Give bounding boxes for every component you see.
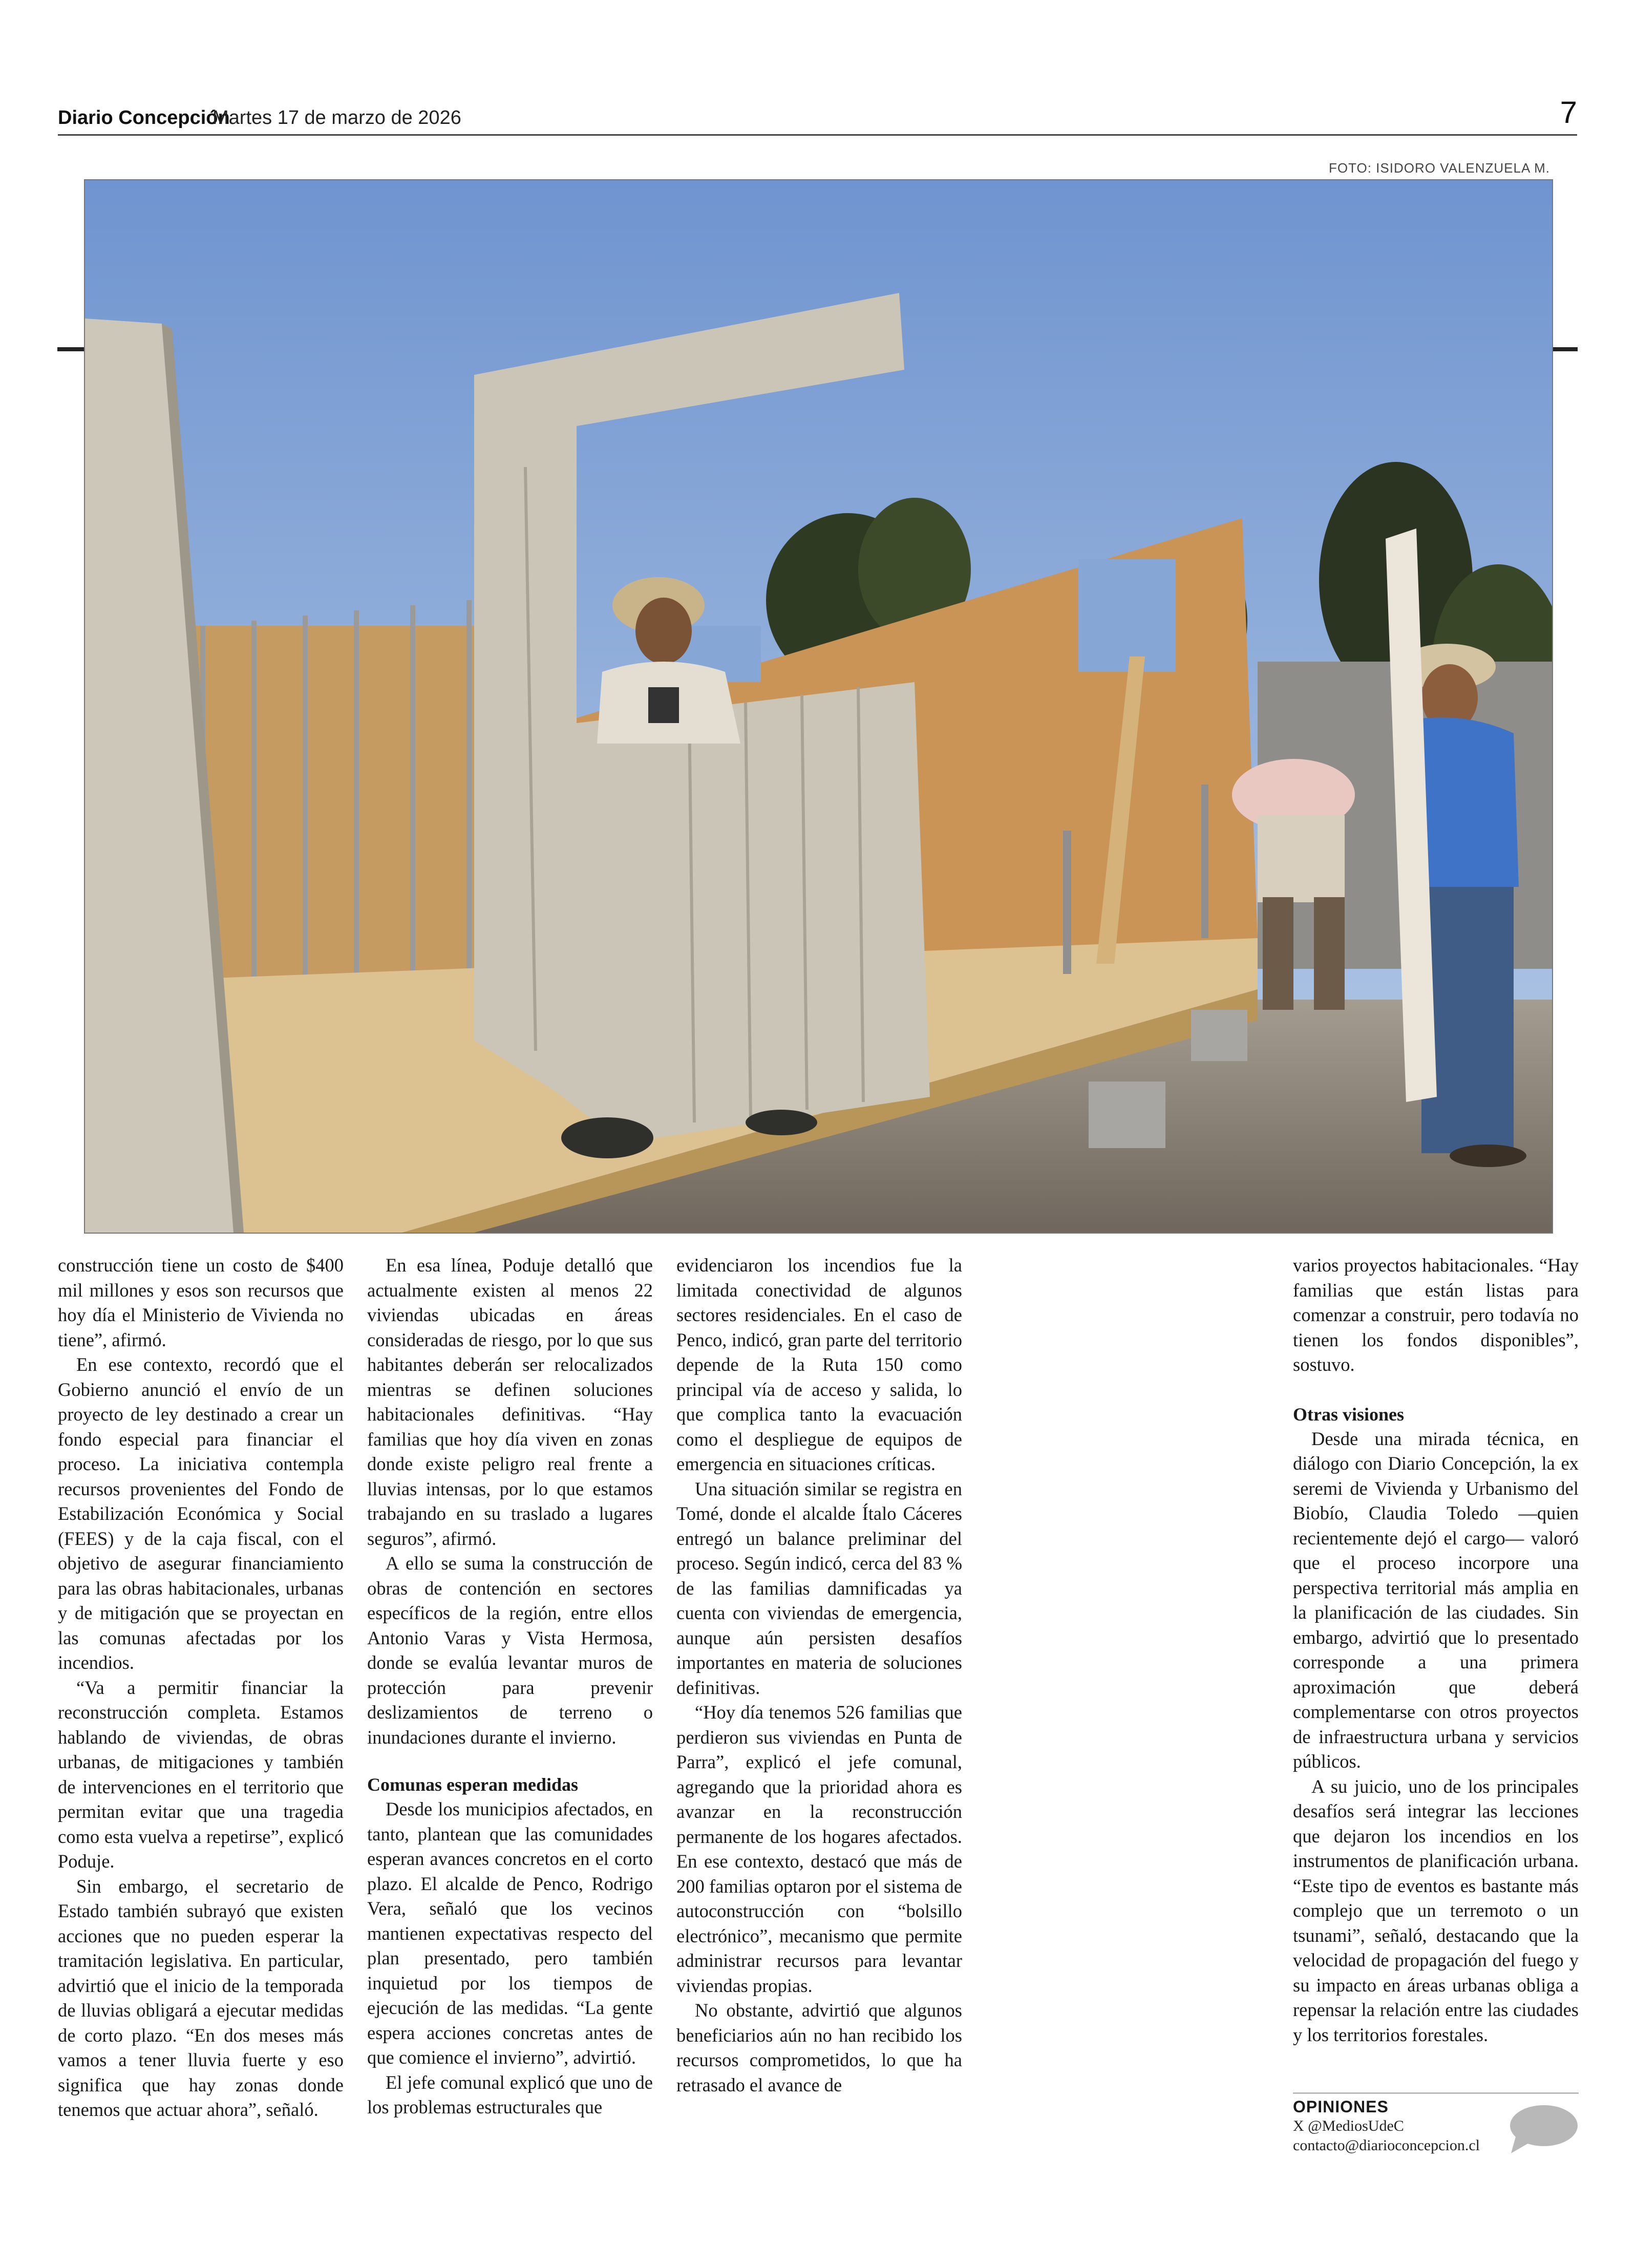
concrete-block: [1191, 1010, 1247, 1061]
newspaper-name: Diario Concepción: [58, 107, 230, 129]
paragraph: “Va a permitir financiar la reconstrucción completa. Estamos hablando de viviendas, de obras urbanas, de mitigaciones y también de intervenciones en el territorio que permitan evitar que una tragedia como esta vuelva a repetirse”, explicó Poduje.: [58, 1677, 344, 1872]
contact-email[interactable]: contacto@diarioconcepcion.cl: [1293, 2137, 1480, 2154]
subheading-otras-visiones: Otras visiones: [1293, 1404, 1405, 1425]
opinions-box: [1293, 2092, 1579, 2155]
rebar-stake: [1063, 831, 1071, 974]
construction-photo: [84, 179, 1553, 1234]
paragraph: En esa línea, Poduje detalló que actualmente existen al menos 22 viviendas ubicadas en áreas consideradas de riesgo, por lo que sus habitantes deberán ser relocalizados mientras se definen soluciones habitacionales definitivas. “Hay familias que hoy día viven en zonas donde existe peligro real frente a lluvias intensas, por lo que estamos trabajando en su traslado a lugares seguros”, afirmó.: [367, 1255, 653, 1549]
concrete-block: [1089, 1082, 1165, 1148]
paragraph: “Hoy día tenemos 526 familias que perdieron sus viviendas en Punta de Parra”, explicó el jefe comunal, agregando que la prioridad ahora es avanzar en la reconstrucción permanente de los hogares afectados. En ese contexto, destacó que más de 200 familias optaron por el sistema de autoconstrucción con “bolsillo electrónico”, mecanismo que permite administrar recursos para levantar viviendas propias.: [676, 1702, 962, 1996]
wall-window: [1078, 559, 1176, 672]
paragraph: construcción tiene un costo de $400 mil millones y esos son recursos que hoy día el Ministerio de Vivienda no tiene”, afirmó.: [58, 1255, 344, 1350]
paragraph: Una situación similar se registra en Tomé, donde el alcalde Ítalo Cáceres entregó un balance preliminar del proceso. Según indicó, cerca del 83 % de las familias damnificadas ya cuenta con viviendas de emergencia, aunque aún persisten desafíos importantes en materia de soluciones definitivas.: [676, 1478, 962, 1698]
article-column-4: [1293, 1253, 1579, 2047]
opinions-title: OPINIONES: [1293, 2097, 1389, 2116]
issue-date: Martes 17 de marzo de 2026: [213, 107, 461, 129]
paragraph: evidenciaron los incendios fue la limitada conectividad de algunos sectores residenciales. En el caso de Penco, indicó, gran parte del territorio depende de la Ruta 150 como principal vía de acceso y salida, lo que complica tanto la evacuación como el despliegue de equipos de emergencia en situaciones críticas.: [676, 1255, 962, 1474]
paragraph: Sin embargo, el secretario de Estado también subrayó que existen acciones que no pueden esperar la tramitación legislativa. En particular, advirtió que el inicio de la temporada de lluvias obligará a ejecutar medidas de corto plazo. “En dos meses más vamos a tener lluvia fuerte y eso significa que hay zonas donde tenemos que actuar ahora”, señaló.: [58, 1875, 344, 2120]
construction-photo-illustration: [85, 180, 1552, 1233]
social-handle[interactable]: X @MediosUdeC: [1293, 2117, 1404, 2134]
paragraph: Desde una mirada técnica, en diálogo con Diario Concepción, la ex seremi de Vivienda y Urbanismo del Biobío, Claudia Toledo —quien recientemente dejó el cargo— valoró que el proceso incorpore una perspectiva territorial más amplia en la planificación de las ciudades. Sin embargo, advirtió que lo presentado corresponde a una primera aproximación que deberá complementarse con otros proyectos de infraestructura urbana y servicios públicos.: [1293, 1428, 1579, 1772]
paragraph: Desde los municipios afectados, en tanto, plantean que las comunidades esperan avances concretos en el corto plazo. El alcalde de Penco, Rodrigo Vera, señaló que los vecinos mantienen expectativas respecto del plan presentado, pero también inquietud por los tiempos de ejecución de las medidas. “La gente espera acciones concretas antes de que comience el invierno”, advirtió.: [367, 1798, 653, 2068]
page-number: 7: [1560, 95, 1577, 130]
paragraph: A su juicio, uno de los principales desafíos será integrar las lecciones que dejaron los incendios en los instrumentos de planificación urbana. “Este tipo de eventos es bastante más complejo que un terremoto o un tsunami”, señaló, destacando que la velocidad de propagación del fuego y su impacto en áreas urbanas obliga a repensar la relación entre las ciudades y los territorios forestales.: [1293, 1775, 1579, 2045]
page-header: [58, 97, 1577, 136]
paragraph: En ese contexto, recordó que el Gobierno anunció el envío de un proyecto de ley destinado a crear un fondo especial para financiar el proceso. La iniciativa contempla recursos provenientes del Fondo de Estabilización Económica y Social (FEES) y de la caja fiscal, con el objetivo de asegurar financiamiento para las obras habitacionales, urbanas y de mitigación que se proyectan en las comunas afectadas por los incendios.: [58, 1354, 344, 1673]
rebar-stake: [1201, 785, 1208, 938]
paragraph: El jefe comunal explicó que uno de los problemas estructurales que: [367, 2071, 653, 2117]
photo-credit: FOTO: ISIDORO VALENZUELA M.: [1328, 160, 1550, 176]
decorative-rule-left: [57, 347, 84, 351]
paragraph: No obstante, advirtió que algunos beneficiarios aún no han recibido los recursos comprometidos, lo que ha retrasado el avance de: [676, 2000, 962, 2095]
speech-bubble-icon: [1507, 2103, 1579, 2154]
subheading-comunas: Comunas esperan medidas: [367, 1774, 579, 1795]
paragraph: A ello se suma la construcción de obras de contención en sectores específicos de la región, entre ellos Antonio Varas y Vista Hermosa, donde se evalúa levantar muros de protección para prevenir deslizamientos de terreno o inundaciones durante el invierno.: [367, 1553, 653, 1748]
article-column-2: [367, 1253, 653, 2120]
article-column-3: [676, 1253, 962, 2097]
decorative-rule-right: [1549, 347, 1578, 351]
article-column-1: [58, 1253, 344, 2123]
paragraph: varios proyectos habitacionales. “Hay familias que están listas para comenzar a construir, pero todavía no tienen los fondos disponibles”, sostuvo.: [1293, 1255, 1579, 1375]
